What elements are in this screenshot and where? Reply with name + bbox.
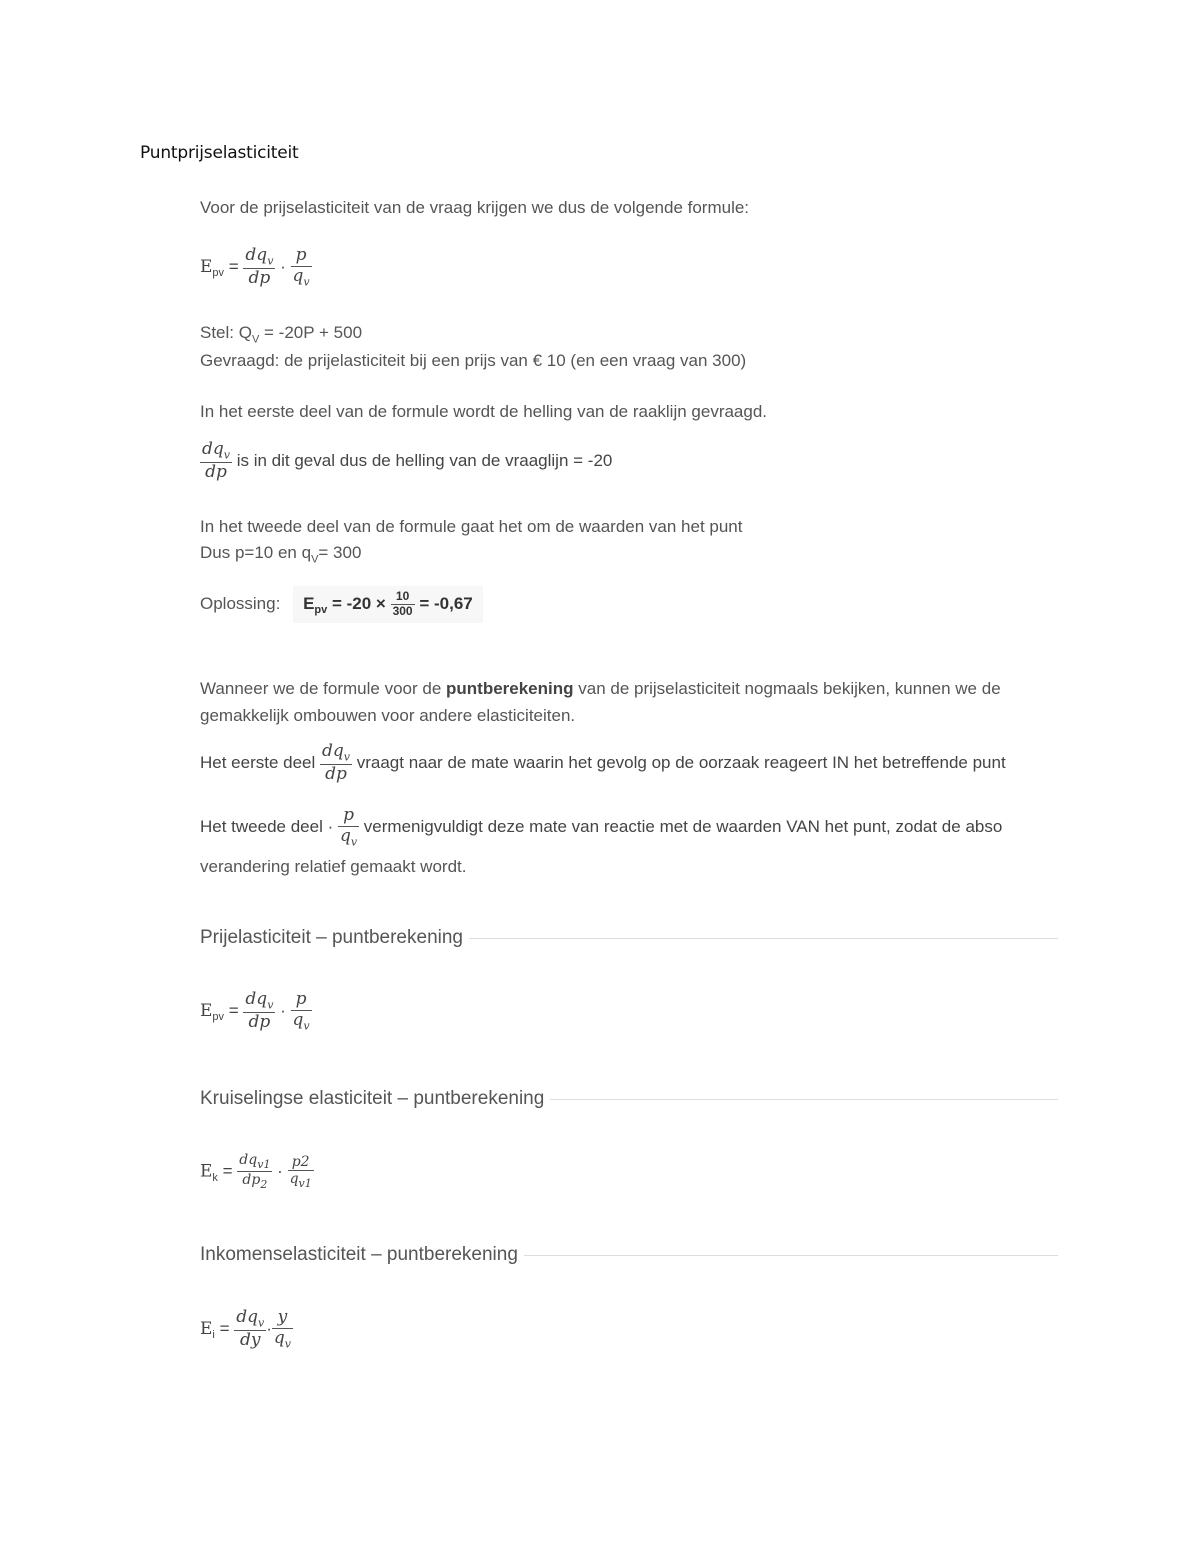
eerste-deel-line: Het eerste deel $\frac{dq_v}{dp}$ vraagt naar de mate waarin het gevolg op de oorzaak reageert IN het betreffende punt <box>200 741 1006 785</box>
gevraagd-text: Gevraagd: de prijelasticiteit bij een prijs van € 10 (en een vraag van 300) <box>200 351 747 370</box>
intro-text: Voor de prijselasticiteit van de vraag krijgen we dus de volgende formule: <box>200 198 750 217</box>
wanneer-text-line2: gemakkelijk ombouwen voor andere elasticiteiten. <box>200 706 576 725</box>
stel-text: Stel: $Q_V = -20P + 500$ <box>200 323 363 346</box>
formula-main <box>200 246 312 289</box>
tweede-deel-uitleg-line: Het tweede deel · $\frac{p}{q_v}$ vermenigvuldigt deze mate van reactie met de waarden VAN het punt, zodat de abso <box>200 805 1003 848</box>
dus-text: Dus p=10 en $q_V= 300$ <box>200 543 362 566</box>
wanneer-text: Wanneer we de formule voor de puntberekening van de prijselasticiteit nogmaals bekijken, kunnen we de <box>200 679 1001 698</box>
section-heading-inkomens: Inkomenselasticiteit – puntberekening <box>200 1244 1058 1266</box>
bold-puntberekening: puntberekening <box>446 679 574 698</box>
section-heading-kruiselingse: Kruiselingse elasticiteit – puntberekening <box>200 1088 1058 1110</box>
oplossing-line <box>200 586 483 623</box>
tweede-deel-text: In het tweede deel van de formule gaat het om de waarden van het punt <box>200 517 743 536</box>
section-rule <box>469 938 1058 939</box>
fraction-10-300: $\frac{10}{300}$ <box>392 589 413 618</box>
formula-lhs-sub: pv <box>212 267 225 280</box>
formula-lhs: E <box>200 256 213 277</box>
fraction-dqv-dp: $\frac{dq_v}{dp}$ <box>245 245 274 289</box>
formula-kruiselingse: $E_k$ = $\frac{dq_{v1}}{dp_2}$ · $\frac{p2}{q_{v1}}$ <box>200 1152 312 1192</box>
page-title: Puntprijselasticiteit <box>140 143 299 163</box>
formula-eq: = <box>224 256 244 276</box>
formula-prijselasticiteit: $E_{pv}$ = $\frac{dq_v}{dp}$ · $\frac{p}{q_v}$ <box>200 989 310 1033</box>
fraction-eerste-deel: $\frac{dq_v}{dp}$ <box>322 741 350 785</box>
fraction-p-qv: $\frac{p}{q_v}$ <box>292 245 310 288</box>
section-heading-prijselasticiteit: Prijelasticiteit – puntberekening <box>200 927 1058 949</box>
fraction-helling: $\frac{dq_v}{dp}$ <box>202 439 230 483</box>
formula-dot: · <box>275 256 291 276</box>
section-rule <box>524 1255 1058 1256</box>
oplossing-label: Oplossing: <box>200 593 281 613</box>
formula-inkomens: $E_i$ = $\frac{dq_v}{dy}$ · $\frac{y}{q_v}$ <box>200 1307 292 1351</box>
helling-line: $\frac{dq_v}{dp}$ is in dit geval dus de helling van de vraaglijn = -20 <box>202 439 613 483</box>
oplossing-formula: $E_{pv} = -20$ × $\frac{10}{300}$ = -0,67 <box>293 586 483 623</box>
fraction-tweede-deel: $\frac{p}{q_v}$ <box>339 805 358 848</box>
section-rule <box>550 1099 1058 1100</box>
helling-intro: In het eerste deel van de formule wordt de helling van de raaklijn gevraagd. <box>200 402 768 421</box>
tweede-deel-uitleg-line2: verandering relatief gemaakt wordt. <box>200 857 467 876</box>
